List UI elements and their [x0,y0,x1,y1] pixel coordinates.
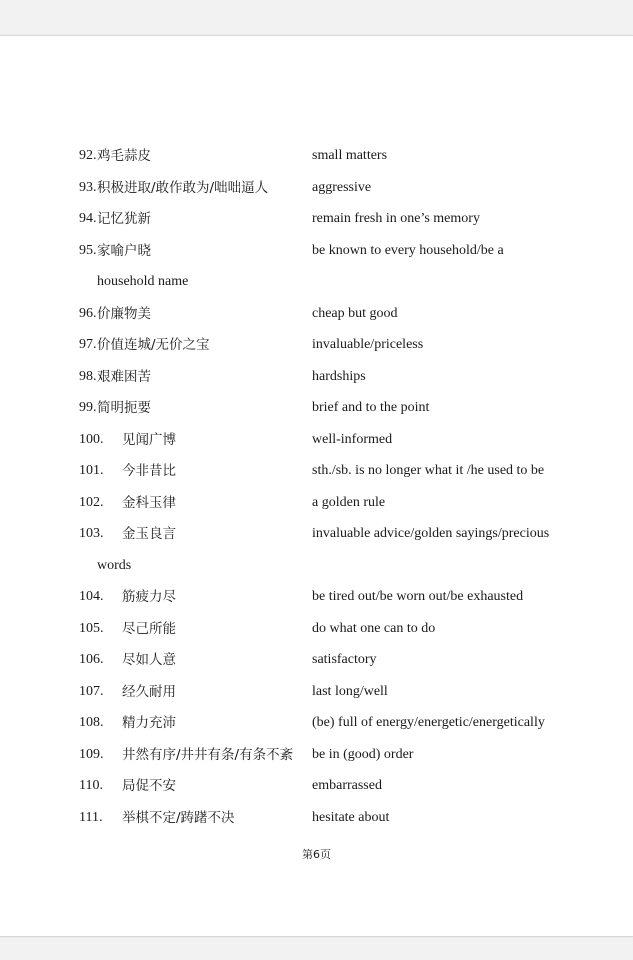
entry-number: 111. [79,809,103,825]
entry-number: 96. [79,305,97,321]
entry-number: 100. [79,431,104,447]
english-translation: remain fresh in one’s memory [312,211,480,226]
chinese-term: 金玉良言 [122,526,176,542]
vocab-entry [0,776,633,807]
page-number: 第6页 [302,848,331,861]
entry-number: 105. [79,620,104,636]
english-translation: cheap but good [312,305,398,321]
chinese-term: 经久耐用 [122,683,176,700]
vocab-entry [0,146,633,177]
vocab-entry-continuation [0,272,633,303]
entry-number: 107. [79,683,104,699]
entry-number: 108. [79,715,104,730]
entry-number: 98. [79,368,97,384]
english-translation-continued: words [97,557,132,573]
english-translation: invaluable advice/golden sayings/precious [312,526,550,541]
english-translation: be tired out/be worn out/be exhausted [312,589,524,604]
english-translation: invaluable/priceless [312,337,424,352]
entry-number: 99. [79,400,97,415]
document-page [0,35,633,937]
chinese-term: 尽己所能 [122,620,176,637]
vocab-entry [0,745,633,776]
chinese-term: 局促不安 [122,778,176,794]
english-translation: be in (good) order [312,746,414,762]
entry-number: 94. [79,211,97,226]
english-translation: satisfactory [312,652,377,667]
english-translation: sth./sb. is no longer what it /he used to be [312,463,545,478]
vocab-entry [0,493,633,524]
entry-number: 93. [79,179,97,195]
english-translation: hesitate about [312,809,390,825]
chinese-term: 价廉物美 [97,305,151,322]
english-translation: do what one can to do [312,620,436,636]
vocab-entry [0,650,633,681]
vocab-entry [0,178,633,209]
chinese-term: 艰难困苦 [97,368,151,385]
vocab-entry [0,808,633,839]
english-translation-continued: household name [97,274,189,289]
english-translation: brief and to the point [312,400,430,415]
chinese-term: 尽如人意 [122,652,176,668]
vocab-entry [0,335,633,366]
english-translation: last long/well [312,683,388,699]
entry-number: 102. [79,494,104,510]
english-translation: a golden rule [312,494,386,510]
vocab-entry [0,682,633,713]
chinese-term: 家喻户晓 [97,242,151,259]
chinese-term: 鸡毛蒜皮 [97,148,151,164]
entry-number: 97. [79,337,97,352]
entry-number: 95. [79,242,97,258]
chinese-term: 积极进取/敢作敢为/咄咄逼人 [97,179,269,196]
chinese-term: 见闻广博 [122,431,176,448]
entry-number: 110. [79,778,103,793]
chinese-term: 筋疲力尽 [122,589,176,605]
english-translation: hardships [312,368,366,384]
vocab-entry [0,304,633,335]
chinese-term: 井然有序/井井有条/有条不紊 [122,746,294,763]
chinese-term: 精力充沛 [122,715,176,731]
vocab-entry [0,367,633,398]
chinese-term: 记忆犹新 [97,211,151,227]
english-translation: small matters [312,148,388,163]
vocab-entry [0,587,633,618]
vocab-entry [0,524,633,555]
vocab-entry [0,398,633,429]
entry-number: 92. [79,148,97,163]
vocab-entry [0,713,633,744]
vocab-entry [0,241,633,272]
english-translation: well-informed [312,431,393,447]
vocab-entry-continuation [0,556,633,587]
entry-number: 109. [79,746,104,762]
english-translation: be known to every household/be a [312,242,504,258]
vocab-entry [0,209,633,240]
english-translation: aggressive [312,179,372,195]
english-translation: (be) full of energy/energetic/energetically [312,715,545,730]
chinese-term: 金科玉律 [122,494,176,511]
entry-number: 106. [79,652,104,667]
vocab-entry [0,430,633,461]
entry-number: 103. [79,526,104,541]
chinese-term: 今非昔比 [122,463,176,479]
chinese-term: 价值连城/无价之宝 [97,337,210,353]
vocab-entry [0,619,633,650]
vocab-entry [0,461,633,492]
chinese-term: 简明扼要 [97,400,151,416]
entry-number: 104. [79,589,104,604]
chinese-term: 举棋不定/踌躇不决 [122,809,235,826]
entry-number: 101. [79,463,104,478]
english-translation: embarrassed [312,778,382,793]
